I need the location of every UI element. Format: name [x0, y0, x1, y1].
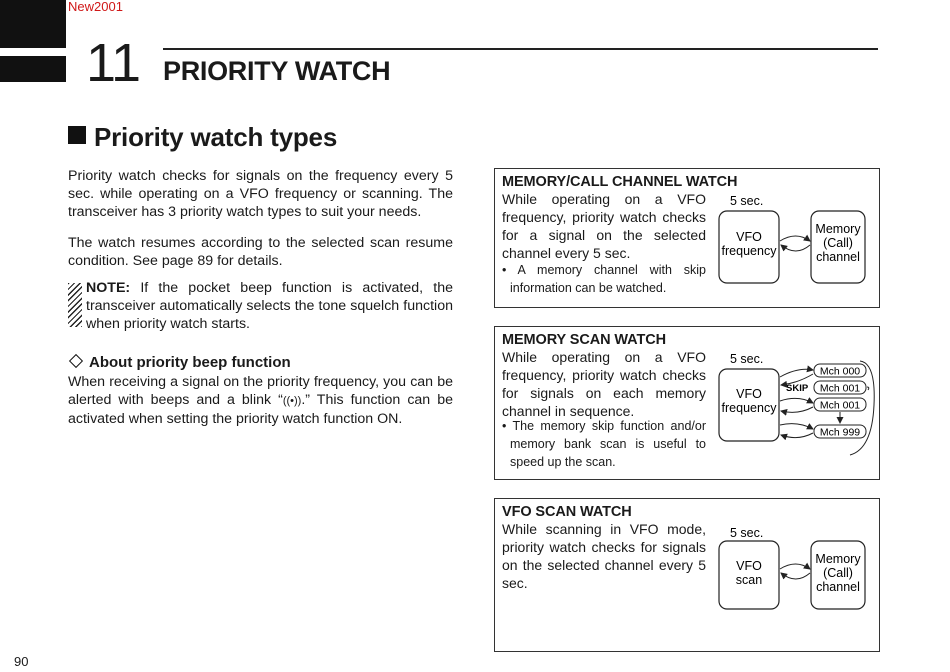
vfo-label-2: frequency	[721, 244, 777, 258]
note-label: NOTE:	[86, 280, 131, 296]
edge-tab-bottom	[0, 56, 66, 82]
square-bullet-icon	[68, 126, 86, 144]
memory-call-watch-bullet: • A memory channel with skip information can be watched.	[502, 263, 706, 295]
vfo-scan-watch-box	[494, 498, 880, 652]
beep-text-before: When receiving a signal on the priority frequency, you can be alerted with beeps and a blink “	[68, 374, 453, 408]
diamond-bullet-icon	[69, 354, 83, 368]
memory-label-2: (Call)	[823, 236, 853, 250]
beep-paragraph	[68, 373, 453, 428]
arrow-to-mch001	[780, 398, 813, 403]
vfo-scan-watch-text: While scanning in VFO mode, priority watch checks for signals on the selected channel every 5 sec.	[502, 521, 706, 591]
memory-label-2: (Call)	[823, 566, 853, 580]
channel-label-3: Mch 999	[819, 426, 861, 439]
beep-text-after: .” This function can be activated when setting the priority watch function ON.	[68, 392, 453, 427]
memory-label-3: channel	[816, 250, 860, 264]
vfo-label-2: frequency	[721, 401, 777, 415]
channel-label-0: Mch 000	[819, 365, 861, 378]
chapter-title: PRIORITY WATCH	[163, 56, 391, 86]
vfo-scan-watch-title: VFO SCAN WATCH	[502, 504, 632, 520]
memory-label-1: Memory	[815, 552, 861, 566]
intro-paragraph: Priority watch checks for signals on the frequency every 5 sec. while operating on a VFO frequency or scanning. The transceiver has 3 priority watch types to suit your needs.	[68, 168, 453, 220]
memory-call-watch-box	[494, 168, 880, 308]
skip-bracket	[867, 387, 869, 390]
memory-scan-watch-box	[494, 326, 880, 480]
beep-subtitle-text: About priority beep function	[89, 354, 291, 371]
interval-label: 5 sec.	[730, 194, 764, 208]
chapter-number: 11	[86, 33, 141, 93]
memory-call-watch-text: While operating on a VFO frequency, priority watch checks for a signal on the selected channel every 5 sec.	[502, 191, 706, 261]
channel-label-2: Mch 001	[819, 399, 861, 412]
vfo-scan-watch-diagram	[710, 519, 875, 631]
section-title	[68, 122, 337, 153]
memory-call-watch-title: MEMORY/CALL CHANNEL WATCH	[502, 174, 738, 190]
note-text: If the pocket beep function is activated, the transceiver automatically selects the tone squelch function when priority watch starts.	[86, 280, 453, 332]
memory-scan-watch-text: While operating on a VFO frequency, priority watch checks for signals on each memory channel in sequence.	[502, 349, 706, 419]
vfo-label-2: scan	[735, 573, 763, 587]
vfo-label-1: VFO	[736, 230, 762, 244]
note-hatch-icon	[68, 283, 82, 327]
section-title-text: Priority watch types	[94, 122, 338, 152]
blink-symbol: ((•))	[282, 395, 302, 407]
memory-label-1: Memory	[815, 222, 861, 236]
interval-label: 5 sec.	[730, 526, 764, 540]
memory-scan-watch-title: MEMORY SCAN WATCH	[502, 332, 666, 348]
skip-label: SKIP	[786, 383, 809, 394]
chapter-rule	[163, 48, 878, 50]
vfo-label-1: VFO	[736, 559, 762, 573]
arrow-to-mch000	[780, 369, 813, 377]
note-paragraph	[86, 279, 453, 333]
memory-label-3: channel	[816, 580, 860, 594]
resume-paragraph: The watch resumes according to the selected scan resume condition. See page 89 for details.	[68, 235, 453, 269]
memory-scan-watch-diagram	[710, 345, 878, 475]
arrow-to-vfo	[781, 245, 810, 251]
arrow-from-mch001	[781, 407, 813, 412]
beep-subtitle	[68, 354, 291, 371]
arrow-from-mch999	[781, 433, 813, 438]
page-number: 90	[14, 654, 29, 669]
arrow-to-vfo	[781, 573, 810, 579]
arrow-to-mch999	[780, 424, 813, 429]
arrow-to-memory	[780, 236, 810, 241]
channel-label-1: Mch 001	[819, 382, 861, 395]
revision-mark: New2001	[68, 0, 123, 14]
arrow-to-memory	[780, 564, 810, 569]
memory-scan-watch-bullet: • The memory skip function and/or memory bank scan is useful to speed up the scan.	[502, 419, 706, 469]
vfo-label-1: VFO	[736, 387, 762, 401]
edge-tab-top	[0, 0, 66, 48]
memory-call-watch-diagram	[710, 187, 875, 299]
interval-label: 5 sec.	[730, 352, 764, 366]
